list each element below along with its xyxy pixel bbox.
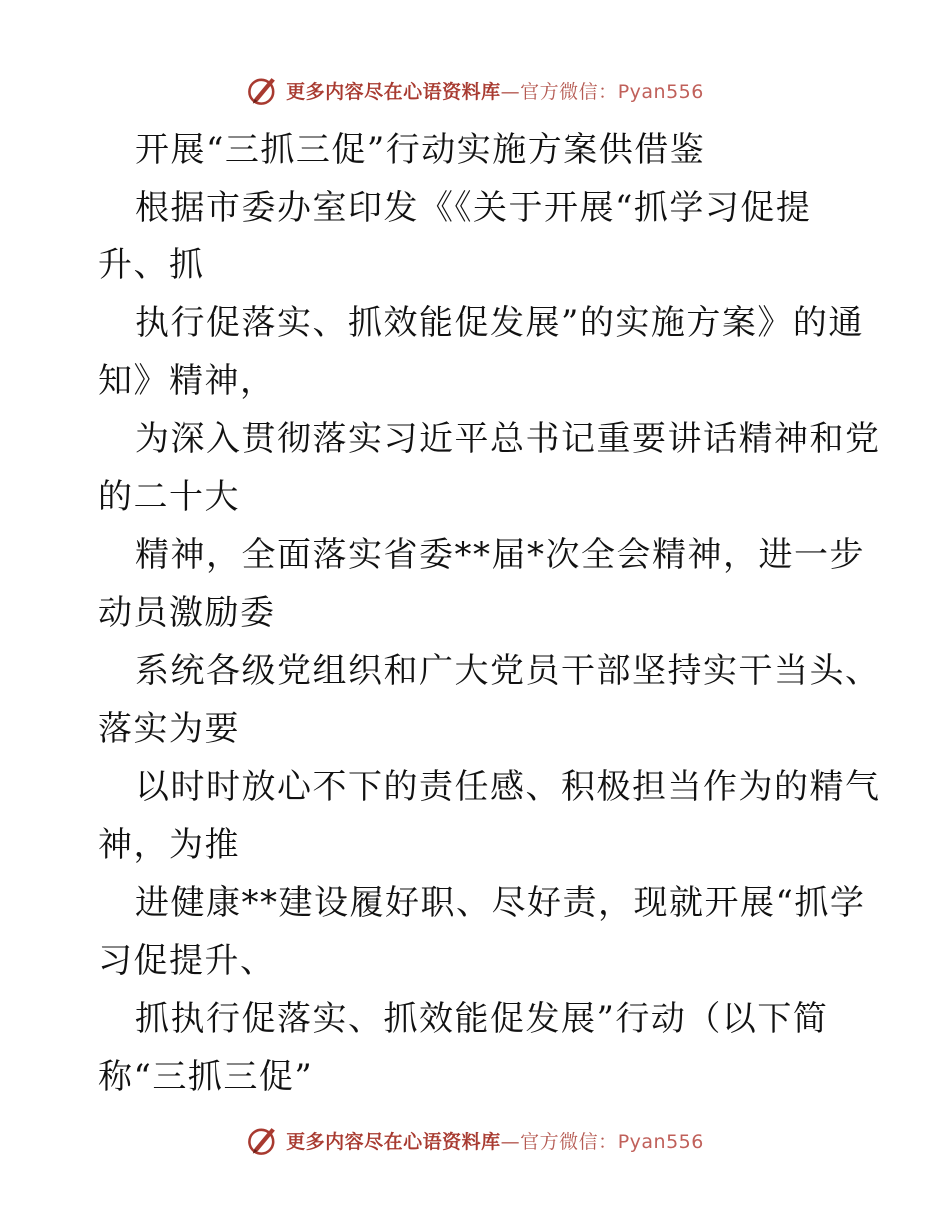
document-line: 动员激励委 bbox=[98, 593, 276, 633]
banner-wechat-id: Pyan556 bbox=[617, 1130, 704, 1153]
document-line: 落实为要 bbox=[98, 709, 240, 749]
document-line: 升、抓 bbox=[98, 245, 205, 285]
document-line: 精神，全面落实省委**届*次全会精神，进一步 bbox=[135, 535, 865, 575]
pen-logo-icon bbox=[246, 73, 280, 107]
banner-lead: 更多内容尽在心语资料库 bbox=[286, 80, 501, 103]
footer-banner bbox=[0, 1120, 950, 1160]
document-line: 以时时放心不下的责任感、积极担当作为的精气 bbox=[135, 767, 881, 807]
pen-logo-icon bbox=[246, 1123, 280, 1157]
document-line: 根据市委办室印发《《关于开展“抓学习促提 bbox=[135, 188, 812, 228]
document-line: 称“三抓三促” bbox=[98, 1057, 314, 1097]
document-line: 为深入贯彻落实习近平总书记重要讲话精神和党 bbox=[135, 419, 881, 459]
document-line: 抓执行促落实、抓效能促发展”行动（以下简 bbox=[135, 999, 829, 1039]
document-line: 知》精神， bbox=[98, 361, 276, 401]
header-banner bbox=[0, 70, 950, 110]
banner-dash: — bbox=[500, 80, 521, 103]
document-line: 系统各级党组织和广大党员干部坚持实干当头、 bbox=[135, 651, 881, 691]
document-title: 开展“三抓三促”行动实施方案供借鉴 bbox=[135, 130, 706, 170]
banner-lead: 更多内容尽在心语资料库 bbox=[286, 1130, 501, 1153]
banner-dash: — bbox=[500, 1130, 521, 1153]
banner-text bbox=[286, 77, 704, 104]
document-line: 的二十大 bbox=[98, 477, 240, 517]
banner-wechat-id: Pyan556 bbox=[617, 80, 704, 103]
banner-wechat-label: 官方微信： bbox=[520, 1130, 618, 1153]
document-line: 执行促落实、抓效能促发展”的实施方案》的通 bbox=[135, 303, 864, 343]
document-line: 习促提升、 bbox=[98, 941, 276, 981]
document-line: 神，为推 bbox=[98, 825, 240, 865]
banner-wechat-label: 官方微信： bbox=[520, 80, 618, 103]
document-line: 进健康**建设履好职、尽好责，现就开展“抓学 bbox=[135, 883, 866, 923]
banner-text bbox=[286, 1127, 704, 1154]
